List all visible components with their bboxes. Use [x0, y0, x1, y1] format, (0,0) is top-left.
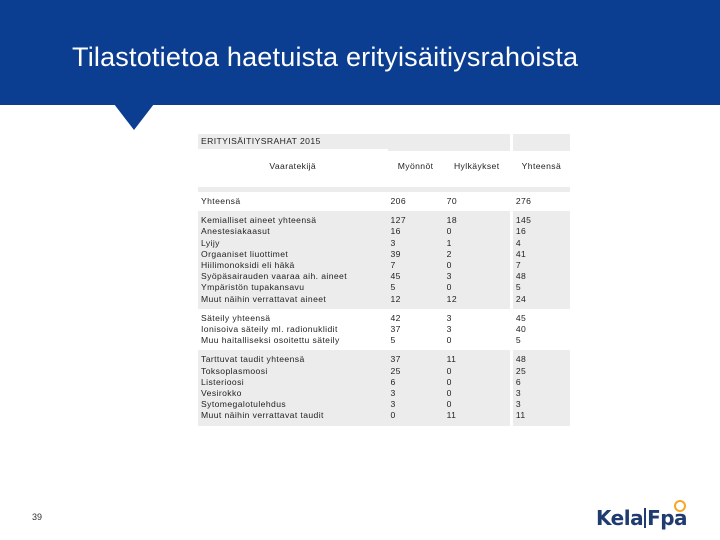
group-radiation: [198, 309, 570, 351]
total-row: [198, 192, 570, 211]
total-total: 276: [510, 192, 570, 211]
total-granted: 206: [390, 196, 407, 206]
data-table: [198, 134, 570, 426]
header-notch: [114, 104, 154, 130]
group-granted: 127 16 3 39 7 45 5 12: [390, 215, 407, 304]
header-total: Yhteensä: [510, 151, 570, 187]
slide-number: 39: [32, 512, 43, 522]
group-rejected: 11 0 0 0 0 11: [446, 354, 457, 421]
statistics-table: [198, 134, 570, 426]
caption-row: [198, 134, 570, 151]
page-title: Tilastotietoa haetuista erityisäitiysrahoista: [72, 42, 579, 72]
header-factor: Vaaratekijä: [269, 161, 317, 171]
header-rejected: Hylkäykset: [453, 161, 500, 171]
group-rejected: 18 0 1 2 0 3 0 12: [446, 215, 457, 304]
header-granted: Myönnöt: [397, 161, 434, 171]
group-granted: 42 37 5: [390, 312, 401, 346]
logo-text: Kela Fpa: [596, 506, 688, 530]
kela-fpa-logo: [596, 500, 696, 536]
group-total: 45 40 5: [510, 309, 570, 351]
group-infectious: [198, 350, 570, 425]
group-rejected: 3 3 0: [446, 312, 452, 346]
group-labels: Kemialliset aineet yhteensä Anestesiakaasut Lyijy Orgaaniset liuottimet Hiilimonoksidi eli häkä Syöpäsairauden vaaraa aih. aineet Ympäristön tupakansavu Muut näihin verrattavat aineet: [201, 215, 348, 304]
group-total: 145 16 4 41 7 48 5 24: [510, 211, 570, 309]
total-label: Yhteensä: [201, 196, 241, 206]
group-labels: Tarttuvat taudit yhteensä Toksoplasmoosi Listerioosi Vesirokko Sytomegalotulehdus Muut näihin verrattavat taudit: [201, 354, 324, 421]
table-caption: ERITYISÄITIYSRAHAT 2015: [198, 134, 388, 151]
total-rejected: 70: [446, 196, 457, 206]
column-header-row: [198, 151, 570, 187]
group-chemical: [198, 211, 570, 309]
group-total: 48 25 6 3 3 11: [510, 350, 570, 425]
logo-divider: [644, 508, 646, 528]
group-granted: 37 25 6 3 3 0: [390, 354, 401, 421]
group-labels: Säteily yhteensä Ionisoiva säteily ml. radionuklidit Muu haitalliseksi osoitettu säteily: [201, 312, 340, 346]
